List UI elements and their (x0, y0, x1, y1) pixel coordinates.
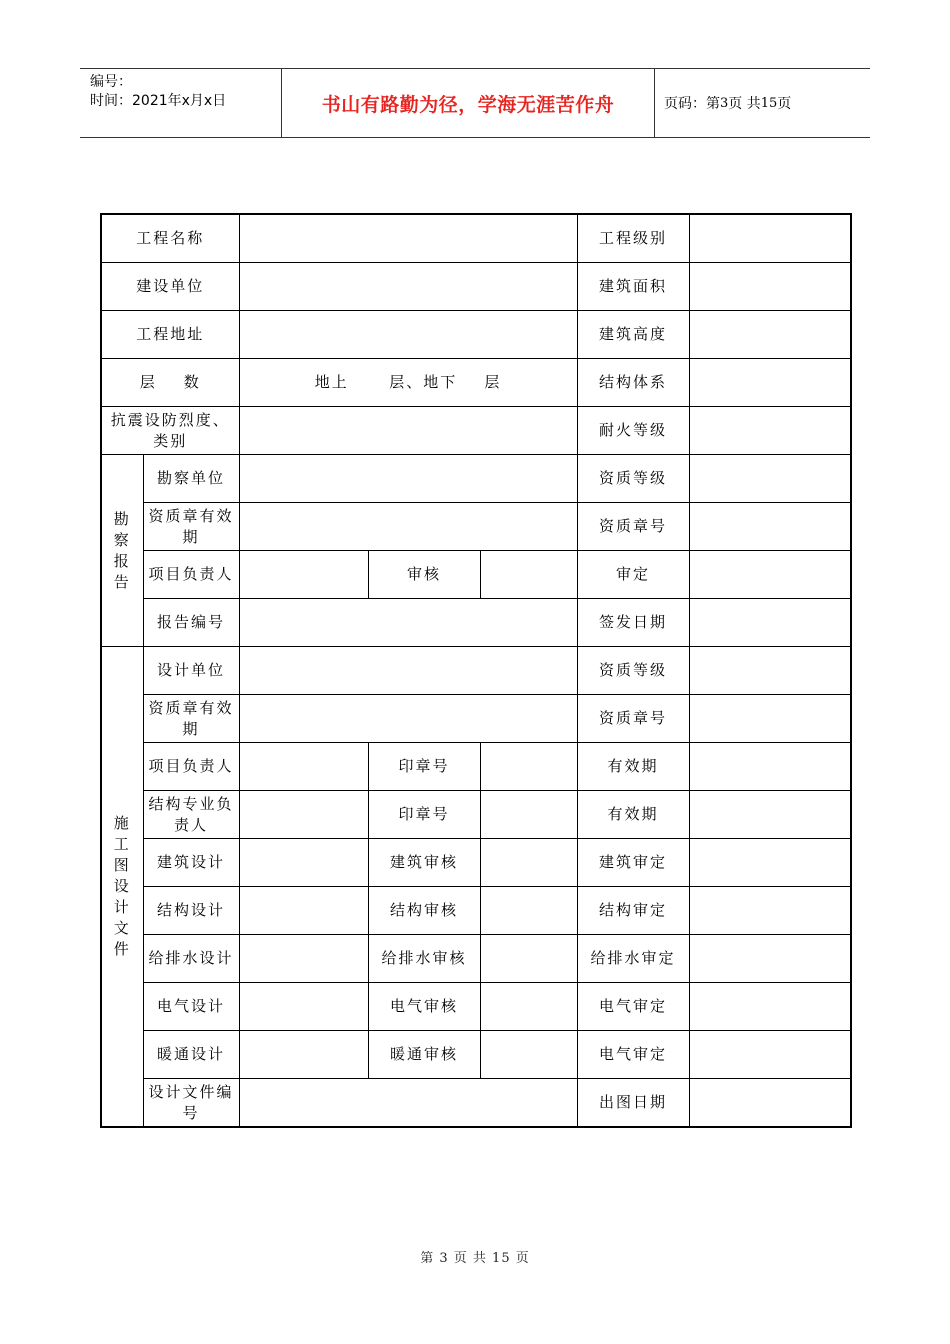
qual-seal-no-2-label: 资质章号 (577, 695, 689, 743)
form-row (101, 359, 851, 407)
hvac-approve-label: 电气审定 (577, 1031, 689, 1079)
form-row (101, 839, 851, 887)
form-row (101, 695, 851, 743)
page-total: 15 (760, 95, 778, 111)
design-doc-no-label: 设计文件编号 (143, 1079, 239, 1128)
building-area-label: 建筑面积 (577, 263, 689, 311)
arch-approve-field[interactable] (689, 839, 851, 887)
floors-field[interactable]: 地上 层、地下 层 (239, 359, 577, 407)
hvac-design-label: 暖通设计 (143, 1031, 239, 1079)
project-leader-2-label: 项目负责人 (143, 743, 239, 791)
qual-seal-valid-field[interactable] (239, 503, 577, 551)
form-row (101, 887, 851, 935)
elec-design-field[interactable] (239, 983, 368, 1031)
page-mid: 页 共 (728, 96, 761, 112)
struct-review-field[interactable] (480, 887, 577, 935)
building-area-field[interactable] (689, 263, 851, 311)
project-name-label: 工程名称 (101, 214, 239, 263)
design-doc-no-field[interactable] (239, 1079, 577, 1128)
design-section-label: 施 工 图 设 计 文 件 (101, 647, 143, 1128)
project-address-field[interactable] (239, 311, 577, 359)
page-footer: 第 3 页 共 15 页 (420, 1251, 530, 1266)
issue-date-field[interactable] (689, 599, 851, 647)
form-row (101, 935, 851, 983)
design-unit-label: 设计单位 (143, 647, 239, 695)
elec-review-field[interactable] (480, 983, 577, 1031)
project-leader-field[interactable] (239, 551, 368, 599)
drawing-date-label: 出图日期 (577, 1079, 689, 1128)
survey-unit-field[interactable] (239, 455, 577, 503)
seismic-field[interactable] (239, 407, 577, 455)
survey-unit-label: 勘察单位 (143, 455, 239, 503)
plumb-design-field[interactable] (239, 935, 368, 983)
form-row (101, 1079, 851, 1128)
elec-approve-label: 电气审定 (577, 983, 689, 1031)
plumb-design-label: 给排水设计 (143, 935, 239, 983)
review-label: 审核 (368, 551, 480, 599)
date-text: 时间：2021年x月x日 (90, 93, 227, 109)
project-address-label: 工程地址 (101, 311, 239, 359)
project-grade-label: 工程级别 (577, 214, 689, 263)
plumb-approve-field[interactable] (689, 935, 851, 983)
form-row (101, 1031, 851, 1079)
hvac-approve-field[interactable] (689, 1031, 851, 1079)
construction-unit-label: 建设单位 (101, 263, 239, 311)
fire-rating-field[interactable] (689, 407, 851, 455)
struct-approve-field[interactable] (689, 887, 851, 935)
header-meta (90, 73, 226, 111)
elec-approve-field[interactable] (689, 983, 851, 1031)
qual-grade-2-field[interactable] (689, 647, 851, 695)
page-indicator (664, 69, 791, 137)
arch-review-field[interactable] (480, 839, 577, 887)
form-row (101, 551, 851, 599)
form-row (101, 407, 851, 455)
form-row (101, 503, 851, 551)
struct-design-field[interactable] (239, 887, 368, 935)
plumb-review-label: 给排水审核 (368, 935, 480, 983)
page-header (80, 68, 870, 138)
plumb-approve-label: 给排水审定 (577, 935, 689, 983)
form-row (101, 983, 851, 1031)
survey-section-label: 勘 察 报 告 (101, 455, 143, 647)
hvac-design-field[interactable] (239, 1031, 368, 1079)
seismic-label: 抗震设防烈度、类别 (101, 407, 239, 455)
project-form (100, 213, 852, 1128)
header-divider (654, 69, 655, 137)
seal-no-label: 印章号 (368, 743, 480, 791)
elec-design-label: 电气设计 (143, 983, 239, 1031)
project-leader-2-field[interactable] (239, 743, 368, 791)
page-current: 3 (720, 95, 729, 111)
validity-label: 有效期 (577, 743, 689, 791)
qual-grade-2-label: 资质等级 (577, 647, 689, 695)
building-height-label: 建筑高度 (577, 311, 689, 359)
form-row (101, 743, 851, 791)
elec-review-label: 电气审核 (368, 983, 480, 1031)
structure-leader-field[interactable] (239, 791, 368, 839)
structure-system-label: 结构体系 (577, 359, 689, 407)
report-no-field[interactable] (239, 599, 577, 647)
page-suffix: 页 (777, 96, 792, 112)
fire-rating-label: 耐火等级 (577, 407, 689, 455)
form-row (101, 311, 851, 359)
struct-design-label: 结构设计 (143, 887, 239, 935)
form-row (101, 263, 851, 311)
qual-seal-no-field[interactable] (689, 503, 851, 551)
form-row (101, 599, 851, 647)
approve-field[interactable] (689, 551, 851, 599)
plumb-review-field[interactable] (480, 935, 577, 983)
floors-label: 层 数 (101, 359, 239, 407)
project-leader-label: 项目负责人 (143, 551, 239, 599)
building-height-field[interactable] (689, 311, 851, 359)
hvac-review-field[interactable] (480, 1031, 577, 1079)
form-row (101, 214, 851, 263)
motto: 书山有路勤为径，学海无涯苦作舟 (321, 93, 615, 116)
validity-2-label: 有效期 (577, 791, 689, 839)
validity-field[interactable] (689, 743, 851, 791)
qual-seal-no-2-field[interactable] (689, 695, 851, 743)
qual-grade-field[interactable] (689, 455, 851, 503)
structure-system-field[interactable] (689, 359, 851, 407)
qual-grade-label: 资质等级 (577, 455, 689, 503)
qual-seal-valid-2-label: 资质章有效期 (143, 695, 239, 743)
arch-design-label: 建筑设计 (143, 839, 239, 887)
drawing-date-field[interactable] (689, 1079, 851, 1128)
arch-design-field[interactable] (239, 839, 368, 887)
seal-no-2-label: 印章号 (368, 791, 480, 839)
page-prefix: 页码：第 (664, 96, 720, 112)
review-field[interactable] (480, 551, 577, 599)
form-row (101, 455, 851, 503)
struct-approve-label: 结构审定 (577, 887, 689, 935)
project-name-field[interactable] (239, 214, 577, 263)
form-row (101, 647, 851, 695)
structure-leader-label: 结构专业负责人 (143, 791, 239, 839)
project-grade-field[interactable] (689, 214, 851, 263)
arch-review-label: 建筑审核 (368, 839, 480, 887)
qual-seal-valid-2-field[interactable] (239, 695, 577, 743)
approve-label: 审定 (577, 551, 689, 599)
report-no-label: 报告编号 (143, 599, 239, 647)
validity-2-field[interactable] (689, 791, 851, 839)
code-label: 编号： (90, 74, 132, 90)
struct-review-label: 结构审核 (368, 887, 480, 935)
arch-approve-label: 建筑审定 (577, 839, 689, 887)
design-unit-field[interactable] (239, 647, 577, 695)
seal-no-field[interactable] (480, 743, 577, 791)
qual-seal-valid-label: 资质章有效期 (143, 503, 239, 551)
seal-no-2-field[interactable] (480, 791, 577, 839)
qual-seal-no-label: 资质章号 (577, 503, 689, 551)
construction-unit-field[interactable] (239, 263, 577, 311)
issue-date-label: 签发日期 (577, 599, 689, 647)
hvac-review-label: 暖通审核 (368, 1031, 480, 1079)
form-row (101, 791, 851, 839)
